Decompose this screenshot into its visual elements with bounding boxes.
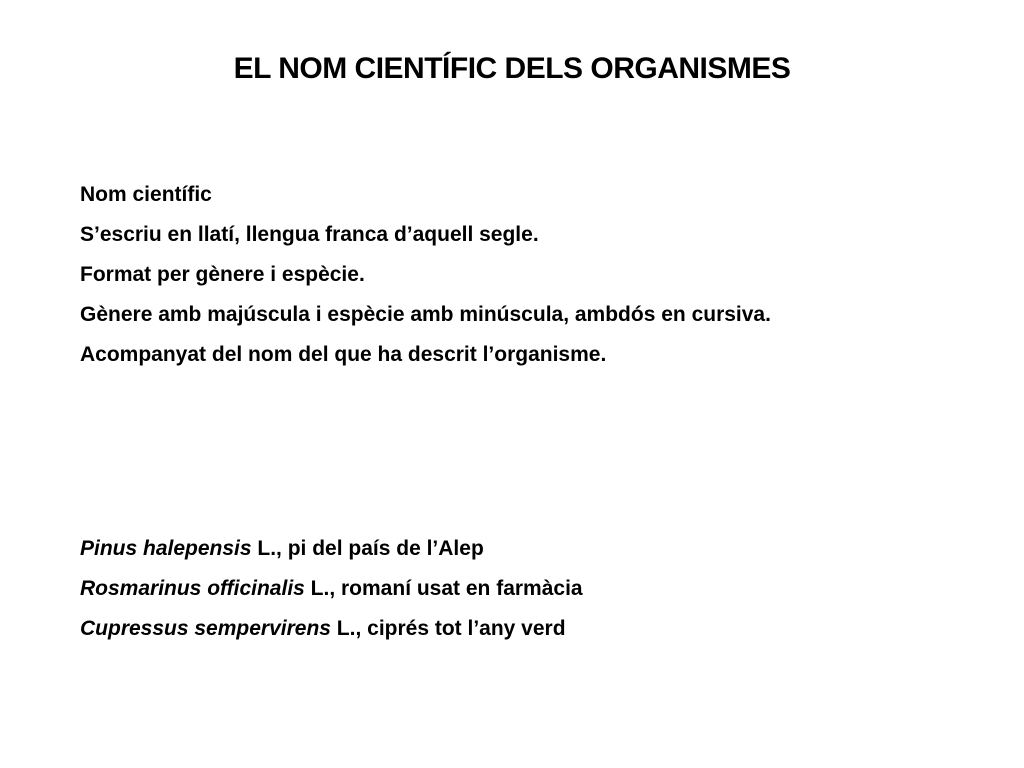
examples-block [80,535,860,655]
example-item [80,615,860,642]
definition-line: Gènere amb majúscula i espècie amb minúscula, ambdós en cursiva. [80,303,771,326]
example-item [80,575,860,602]
species-name: Cupressus sempervirens [80,617,331,640]
species-name: Pinus halepensis [80,537,252,560]
species-name: Rosmarinus officinalis [80,577,305,600]
species-description: L., romaní usat en farmàcia [304,577,583,600]
species-description: L., pi del país de l’Alep [251,537,484,560]
species-description: L., ciprés tot l’any verd [330,617,566,640]
definition-line: S’escriu en llatí, llengua franca d’aquell segle. [80,223,539,246]
example-item [80,535,860,562]
definition-line: Acompanyat del nom del que ha descrit l’organisme. [80,343,607,366]
definition-block [80,181,860,381]
definition-line: Format per gènere i espècie. [80,263,365,286]
slide-title: EL NOM CIENTÍFIC DELS ORGANISMES [233,52,791,85]
definition-heading: Nom científic [80,183,212,206]
